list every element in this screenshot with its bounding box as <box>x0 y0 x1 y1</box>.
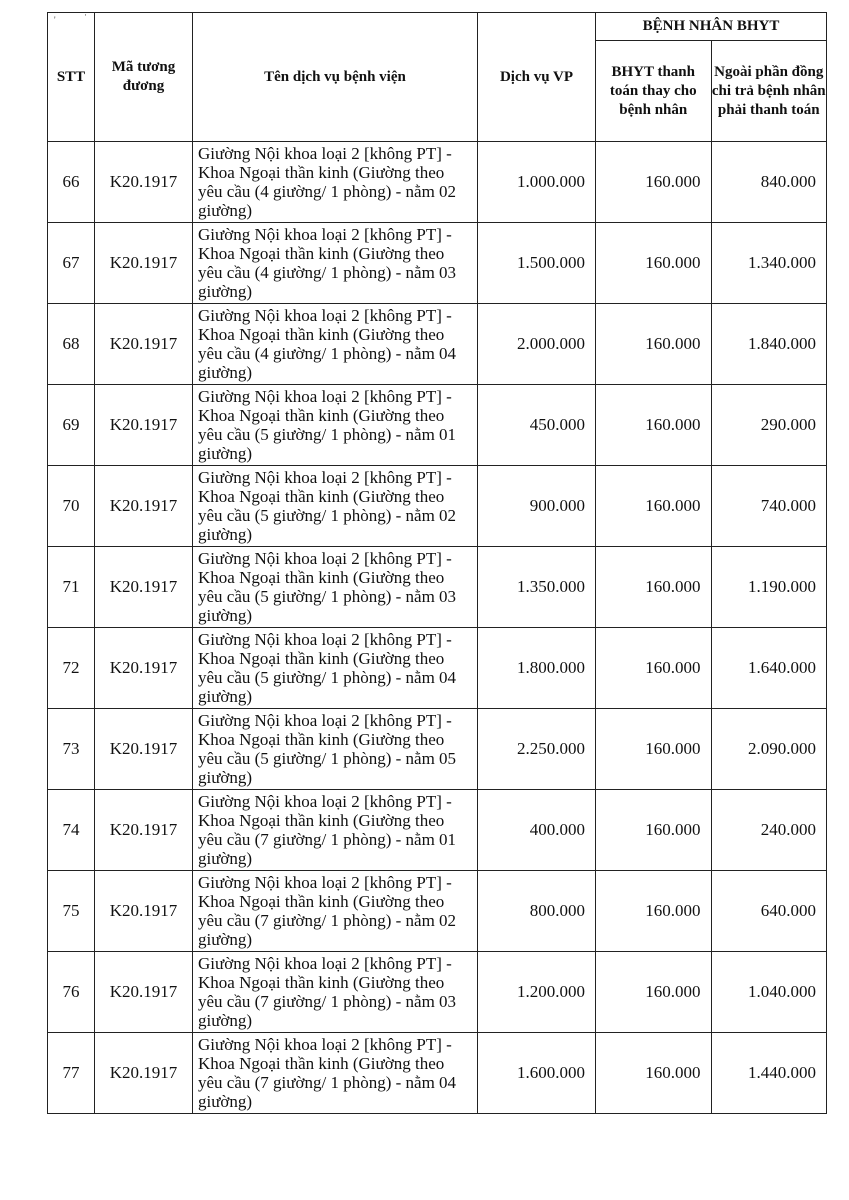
table-row <box>48 952 827 1033</box>
cell-code: K20.1917 <box>95 628 193 709</box>
cell-code: K20.1917 <box>95 1033 193 1114</box>
cell-stt: 77 <box>48 1033 95 1114</box>
cell-stt: 71 <box>48 547 95 628</box>
cell-bhyt-pays: 160.000 <box>596 790 712 871</box>
cell-code: K20.1917 <box>95 709 193 790</box>
scan-speck: · <box>84 10 87 20</box>
cell-stt: 74 <box>48 790 95 871</box>
cell-stt: 76 <box>48 952 95 1033</box>
table-row <box>48 304 827 385</box>
cell-service-name: Giường Nội khoa loại 2 [không PT] - Khoa Ngoại thần kinh (Giường theo yêu cầu (7 giường/ 1 phòng) - nằm 03 giường) <box>193 952 478 1033</box>
cell-patient-pays: 1.640.000 <box>711 628 827 709</box>
cell-code: K20.1917 <box>95 466 193 547</box>
cell-patient-pays: 840.000 <box>711 142 827 223</box>
cell-patient-pays: 1.340.000 <box>711 223 827 304</box>
cell-code: K20.1917 <box>95 142 193 223</box>
cell-bhyt-pays: 160.000 <box>596 952 712 1033</box>
cell-code: K20.1917 <box>95 385 193 466</box>
cell-stt: 72 <box>48 628 95 709</box>
cell-patient-pays: 2.090.000 <box>711 709 827 790</box>
cell-stt: 66 <box>48 142 95 223</box>
cell-patient-pays: 290.000 <box>711 385 827 466</box>
cell-patient-pays: 1.440.000 <box>711 1033 827 1114</box>
header-patient-pays: Ngoài phần đồng chi trả bệnh nhân phải thanh toán <box>711 41 827 142</box>
table-row <box>48 223 827 304</box>
cell-patient-pays: 640.000 <box>711 871 827 952</box>
cell-bhyt-pays: 160.000 <box>596 628 712 709</box>
table-row <box>48 1033 827 1114</box>
header-bhyt-pays: BHYT thanh toán thay cho bệnh nhân <box>596 41 712 142</box>
table-row <box>48 466 827 547</box>
cell-service-name: Giường Nội khoa loại 2 [không PT] - Khoa Ngoại thần kinh (Giường theo yêu cầu (7 giường/ 1 phòng) - nằm 04 giường) <box>193 1033 478 1114</box>
table-row <box>48 871 827 952</box>
cell-patient-pays: 1.190.000 <box>711 547 827 628</box>
cell-bhyt-pays: 160.000 <box>596 547 712 628</box>
cell-service-name: Giường Nội khoa loại 2 [không PT] - Khoa Ngoại thần kinh (Giường theo yêu cầu (5 giường/ 1 phòng) - nằm 05 giường) <box>193 709 478 790</box>
cell-stt: 68 <box>48 304 95 385</box>
table-row <box>48 628 827 709</box>
cell-vp-price: 900.000 <box>478 466 596 547</box>
cell-patient-pays: 240.000 <box>711 790 827 871</box>
price-table <box>47 12 827 1114</box>
table-row <box>48 547 827 628</box>
cell-code: K20.1917 <box>95 790 193 871</box>
cell-code: K20.1917 <box>95 304 193 385</box>
cell-vp-price: 1.200.000 <box>478 952 596 1033</box>
cell-service-name: Giường Nội khoa loại 2 [không PT] - Khoa Ngoại thần kinh (Giường theo yêu cầu (5 giường/ 1 phòng) - nằm 01 giường) <box>193 385 478 466</box>
cell-bhyt-pays: 160.000 <box>596 304 712 385</box>
header-bhyt-group: BỆNH NHÂN BHYT <box>596 13 827 41</box>
header-stt: STT <box>48 13 95 142</box>
cell-stt: 70 <box>48 466 95 547</box>
cell-vp-price: 2.250.000 <box>478 709 596 790</box>
cell-vp-price: 450.000 <box>478 385 596 466</box>
table-row <box>48 790 827 871</box>
cell-code: K20.1917 <box>95 223 193 304</box>
cell-service-name: Giường Nội khoa loại 2 [không PT] - Khoa Ngoại thần kinh (Giường theo yêu cầu (4 giường/ 1 phòng) - nằm 04 giường) <box>193 304 478 385</box>
cell-code: K20.1917 <box>95 547 193 628</box>
cell-stt: 69 <box>48 385 95 466</box>
cell-vp-price: 2.000.000 <box>478 304 596 385</box>
table-row <box>48 142 827 223</box>
cell-code: K20.1917 <box>95 952 193 1033</box>
cell-stt: 73 <box>48 709 95 790</box>
cell-vp-price: 1.350.000 <box>478 547 596 628</box>
cell-bhyt-pays: 160.000 <box>596 223 712 304</box>
cell-service-name: Giường Nội khoa loại 2 [không PT] - Khoa Ngoại thần kinh (Giường theo yêu cầu (5 giường/ 1 phòng) - nằm 03 giường) <box>193 547 478 628</box>
table-body <box>48 142 827 1114</box>
cell-stt: 67 <box>48 223 95 304</box>
cell-service-name: Giường Nội khoa loại 2 [không PT] - Khoa Ngoại thần kinh (Giường theo yêu cầu (7 giường/ 1 phòng) - nằm 02 giường) <box>193 871 478 952</box>
cell-vp-price: 1.800.000 <box>478 628 596 709</box>
cell-patient-pays: 740.000 <box>711 466 827 547</box>
cell-bhyt-pays: 160.000 <box>596 385 712 466</box>
cell-stt: 75 <box>48 871 95 952</box>
cell-vp-price: 1.600.000 <box>478 1033 596 1114</box>
scan-speck: ' <box>54 15 56 25</box>
cell-patient-pays: 1.040.000 <box>711 952 827 1033</box>
cell-service-name: Giường Nội khoa loại 2 [không PT] - Khoa Ngoại thần kinh (Giường theo yêu cầu (5 giường/ 1 phòng) - nằm 02 giường) <box>193 466 478 547</box>
header-code: Mã tương đương <box>95 13 193 142</box>
cell-code: K20.1917 <box>95 871 193 952</box>
cell-service-name: Giường Nội khoa loại 2 [không PT] - Khoa Ngoại thần kinh (Giường theo yêu cầu (4 giường/ 1 phòng) - nằm 03 giường) <box>193 223 478 304</box>
cell-bhyt-pays: 160.000 <box>596 142 712 223</box>
cell-bhyt-pays: 160.000 <box>596 709 712 790</box>
table-row <box>48 385 827 466</box>
cell-service-name: Giường Nội khoa loại 2 [không PT] - Khoa Ngoại thần kinh (Giường theo yêu cầu (7 giường/ 1 phòng) - nằm 01 giường) <box>193 790 478 871</box>
cell-vp-price: 1.500.000 <box>478 223 596 304</box>
cell-service-name: Giường Nội khoa loại 2 [không PT] - Khoa Ngoại thần kinh (Giường theo yêu cầu (4 giường/ 1 phòng) - nằm 02 giường) <box>193 142 478 223</box>
cell-bhyt-pays: 160.000 <box>596 466 712 547</box>
cell-bhyt-pays: 160.000 <box>596 871 712 952</box>
header-row-top <box>48 13 827 41</box>
table-row <box>48 709 827 790</box>
header-service-name: Tên dịch vụ bệnh viện <box>193 13 478 142</box>
table-header <box>48 13 827 142</box>
cell-service-name: Giường Nội khoa loại 2 [không PT] - Khoa Ngoại thần kinh (Giường theo yêu cầu (5 giường/ 1 phòng) - nằm 04 giường) <box>193 628 478 709</box>
header-vp-price: Dịch vụ VP <box>478 13 596 142</box>
cell-bhyt-pays: 160.000 <box>596 1033 712 1114</box>
cell-patient-pays: 1.840.000 <box>711 304 827 385</box>
cell-vp-price: 400.000 <box>478 790 596 871</box>
cell-vp-price: 1.000.000 <box>478 142 596 223</box>
cell-vp-price: 800.000 <box>478 871 596 952</box>
